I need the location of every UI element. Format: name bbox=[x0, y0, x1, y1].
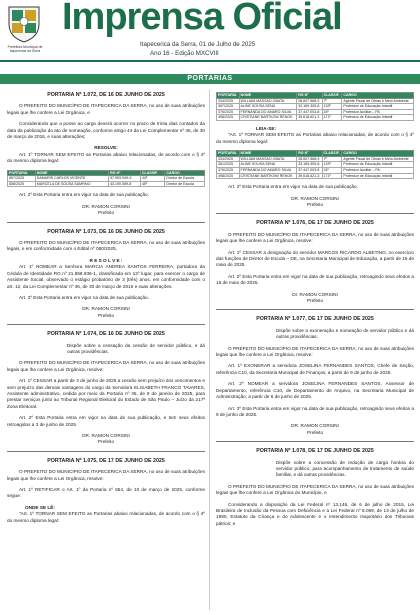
ordinance-heading: PORTARIA Nº 1.077, DE 17 DE JUNHO DE 2025 bbox=[256, 316, 374, 323]
table-cell: 857/2025 bbox=[8, 176, 36, 182]
ordinance-considering: Considerando a disposição da Lei Federal nº 13.146, de 6 de julho de 2015, Lei Brasileira de Inclusão da Pessoa com Deficiência e a Lei Federal nº 8.069, de 13 de julho de 1990, Estatuto da Criança e do Adolescente e o entendimento majoritário dos Tribunais pátrios; e bbox=[216, 501, 414, 526]
table-cell: 376/2025 bbox=[217, 109, 240, 115]
table-cell: 33.169.305-8 bbox=[297, 104, 322, 110]
table-cell: CRISTIANE BARTKOW RENOK bbox=[239, 173, 297, 179]
masthead-divider bbox=[0, 60, 420, 62]
table-row bbox=[217, 98, 414, 104]
signature-role: Prefeito bbox=[306, 298, 324, 304]
table-cell: 498/2025 bbox=[217, 115, 240, 121]
table-cell: Professor de Educação Infantil bbox=[342, 173, 414, 179]
table-header: PORTARIA bbox=[217, 151, 240, 157]
signature-name: Dr. RAMON CORSINI bbox=[292, 291, 338, 297]
table-cell: 7º bbox=[322, 156, 342, 162]
table-cell: DAMARIS CARLOS VICENTE bbox=[35, 176, 108, 182]
table-cell: 171º bbox=[322, 173, 342, 179]
table-header: NOME bbox=[239, 93, 297, 99]
table-cell: 24º bbox=[322, 167, 342, 173]
signature-name: DR. RAMON CORSINI bbox=[82, 203, 130, 209]
table-row bbox=[217, 156, 414, 162]
ordinance-ementa: Dispõe sobre a exoneração e nomeação de servidor público e dá outras providências. bbox=[276, 327, 414, 340]
ordinance-intro: O PREFEITO DO MUNICÍPIO DE ITAPECERICA DA SERRA, no uso de suas atribuições legais que lhe confere a Lei Orgânica do Município, e bbox=[216, 483, 414, 496]
publication-title: Imprensa Oficial bbox=[62, 0, 342, 38]
ordinance-article-1: Art. 1º RETIFICAR o Art. 1º da Portaria nº 654, de 10 de março de 2025, conforme segue: bbox=[7, 487, 205, 499]
ordinance-intro: O PREFEITO DO MUNICÍPIO DE ITAPECERICA DA SERRA, no uso de suas atribuições legais que lhe confere a Lei Orgânica, resolve: bbox=[7, 469, 205, 481]
table-header: RG Nº bbox=[297, 151, 322, 157]
ordinance-article-2: Art. 2º Esta Portaria entra em vigor na data de sua publicação, retroagindo seus efeitos a 15 de maio de 2025. bbox=[216, 273, 414, 286]
table-header: CARGO bbox=[165, 170, 205, 176]
table-cell: Professor de Educação Infantil bbox=[342, 162, 414, 168]
ordinance-heading: PORTARIA Nº 1.075, DE 17 DE JUNHO DE 2025 bbox=[47, 457, 165, 464]
table-cell: 7º bbox=[322, 98, 342, 104]
table-row bbox=[217, 115, 414, 121]
signature-role: Prefeito bbox=[306, 429, 324, 435]
ordinance-article-2: Art. 2º NOMEAR a servidora JOSELINA FERNANDES SANTOS, Assessor de Departamento, referência C10, de Departamento de Arquivo, na Secretaria Municipal de Administração, a partir de 6 de junho de 2025. bbox=[216, 381, 414, 400]
table-cell: 361/2025 bbox=[217, 162, 240, 168]
resolve-label: R E S O L V E : bbox=[89, 257, 123, 263]
ordinance-ementa: Dispõe sobre a concessão de redução de carga horária do servidor público, para acompanhamento de tratamento de saúde familiar, e dá outras providências. bbox=[276, 459, 414, 478]
table-cell: 45º bbox=[140, 181, 165, 187]
signature-name: DR. RAMON CORSINI bbox=[82, 306, 130, 312]
table-cell: 43.190.089-8 bbox=[109, 181, 141, 187]
table-cell: 498/2025 bbox=[217, 173, 240, 179]
table-row bbox=[8, 181, 205, 187]
table-header: CLASSIF. bbox=[140, 170, 165, 176]
ordinance-article-2: Art. 2º Esta Portaria entra em vigor na data de sua publicação. bbox=[19, 192, 149, 198]
where-reads-label: ONDE SE LÊ: bbox=[25, 504, 55, 510]
resolve-label: RESOLVE: bbox=[94, 145, 118, 151]
table-row bbox=[217, 104, 414, 110]
table-cell: CRISTIANE BARTKOW RENOK bbox=[239, 115, 297, 121]
ordinance-article-1-quoted: "Art. 1º TORNAR SEM EFEITO as Portarias abaixo relacionadas, de acordo com o § 4º do mesmo diploma legal: bbox=[7, 511, 205, 523]
signature-role: Prefeito bbox=[306, 201, 324, 207]
table-cell: 376/2025 bbox=[217, 167, 240, 173]
signature-role: Prefeito bbox=[97, 439, 115, 445]
ordinance-separator bbox=[216, 213, 414, 214]
table-header: NOME bbox=[239, 151, 297, 157]
publication-edition: Ano 16 - Edição MXCVIII bbox=[150, 50, 219, 57]
table-cell: MARCELA DE SOUSA SAMPAIO bbox=[35, 181, 108, 187]
ordinance-intro: O PREFEITO DO MUNICÍPIO DE ITAPECERICA DA SERRA, no uso de suas atribuições legais que lhe confere a Lei Orgânica, e bbox=[7, 103, 205, 115]
table-cell: 334/2025 bbox=[217, 98, 240, 104]
section-title: PORTARIAS bbox=[187, 75, 233, 82]
table-cell: 387/2025 bbox=[217, 104, 240, 110]
table-cell: 133º bbox=[322, 104, 342, 110]
ordinance-article-2: Art. 2º Esta Portaria entra em vigor na data de sua publicação. bbox=[19, 294, 149, 300]
table-cell: Agente Fiscal de Obras e Meio Ambiente bbox=[342, 98, 414, 104]
ordinance-article-1: Art. 1º CESSAR a partir de 3 de junho de 2025 a cessão sem prejuízo dos vencimentos e sem prejuízo das demais vantagens do cargo da Servidora ELISABETH FRANCO TAVARES, Assistente administrativo, cedida por meio da Portaria nº 36, de 9 de janeiro de 2025, para prestar serviços junto ao Tribunal Regional Eleitoral do Estado de São Paulo – Juízo da 217ª Zona Eleitoral. bbox=[7, 378, 205, 409]
table-header: RG Nº bbox=[109, 170, 141, 176]
table-cell: Diretor de Escola bbox=[165, 176, 205, 182]
ordinance-article-1: Art. 1º EXONERAR a servidora JOSELINA FERNANDES SANTOS, Chefe de Seção, referência C10, da Secretaria Municipal de Finanças, a partir de 9 de junho de 2025. bbox=[216, 363, 414, 375]
signature-name: DR. RAMON CORSINI bbox=[82, 433, 130, 438]
municipal-crest-icon bbox=[6, 4, 42, 44]
table-cell: FERNANDA DO AMARO SILVA bbox=[239, 109, 297, 115]
ordinance-intro: O PREFEITO DO MUNICÍPIO DE ITAPECERICA DA SERRA, no uso de suas atribuições legais que lhe confere a Lei Orgânica, resolve: bbox=[216, 345, 414, 358]
table-cell: Professor de Educação Infantil bbox=[342, 104, 414, 110]
table-cell: 39.618.621-3 bbox=[297, 173, 322, 179]
table-cell: Agente Fiscal de Obras e Meio Ambiente bbox=[342, 156, 414, 162]
table-cell: 37.447.003-8 bbox=[297, 109, 322, 115]
table-cell: Diretor de Escola bbox=[165, 181, 205, 187]
ordinance-heading: PORTARIA Nº 1.076, DE 17 DE JUNHO DE 2025 bbox=[256, 220, 374, 227]
table-cell: 334/2025 bbox=[217, 156, 240, 162]
table-cell: Professor Auxiliar – PA bbox=[342, 167, 414, 173]
ordinance-intro: O PREFEITO DO MUNICÍPIO DE ITAPECERICA DA SERRA, no uso de suas atribuições legais que lhe confere a Lei Orgânica, resolve: bbox=[216, 231, 414, 244]
table-cell: 28.607.568-9 bbox=[297, 98, 322, 104]
table-header: RG Nº bbox=[297, 93, 322, 99]
table-header: NOME bbox=[35, 170, 108, 176]
ordinance-table bbox=[7, 170, 205, 188]
table-cell: 858/2025 bbox=[8, 181, 36, 187]
ordinance-separator bbox=[216, 441, 414, 442]
masthead bbox=[0, 0, 420, 78]
table-cell: 37.447.003-8 bbox=[297, 167, 322, 173]
ordinance-intro: O PREFEITO DO MUNICÍPIO DE ITAPECERICA DA SERRA, no uso de suas atribuições legais que lhe confere a Lei Orgânica, resolve: bbox=[7, 360, 205, 372]
ordinance-article-3: Art. 3º Esta Portaria entra em vigor na data de sua publicação, retroagindo seus efeitos a 9 de junho de 2025. bbox=[216, 405, 414, 417]
table-row bbox=[217, 162, 414, 168]
ordinance-ementa: Dispõe sobre a cessação da cessão de servidor público, e dá outras providências. bbox=[67, 342, 205, 354]
ordinance-considering: Considerando que a posse ao cargo deverá ocorrer no prazo de trinta dias contados da data da publicação do ato de nomeação, conforme artigo 44 da Lei Complementar nº 36, de 30 de março de 2016, e suas alterações; bbox=[7, 121, 205, 140]
signature-name: DR. RAMON CORSINI bbox=[291, 195, 339, 201]
ordinance-intro: O PREFEITO DO MUNICÍPIO DE ITAPECERICA DA SERRA, no uso de suas atribuições legais, e em conformidade com o Edital nº 080/2025, bbox=[7, 240, 205, 252]
table-cell: 39.618.621-3 bbox=[297, 115, 322, 121]
table-cell: WILLIAM MASSAO OBATA bbox=[239, 98, 297, 104]
read-as-label: LEIA-SE: bbox=[256, 125, 277, 131]
ordinance-separator bbox=[7, 451, 205, 452]
table-cell: 28.607.568-9 bbox=[297, 156, 322, 162]
publication-date: Itapecerica da Serra, 01 de Julho de 2025 bbox=[140, 41, 256, 48]
right-column bbox=[216, 90, 414, 532]
table-header: PORTARIA bbox=[8, 170, 36, 176]
table-cell: ALINE SOUSA SENA bbox=[239, 162, 297, 168]
signature-role: Prefeito bbox=[97, 210, 115, 216]
table-cell: Professor Auxiliar – PA bbox=[342, 109, 414, 115]
left-column bbox=[7, 90, 205, 529]
table-cell: Professor de Educação Infantil bbox=[342, 115, 414, 121]
table-cell: 171º bbox=[322, 115, 342, 121]
table-cell: 24º bbox=[322, 109, 342, 115]
table-row bbox=[217, 173, 414, 179]
table-cell: 44º bbox=[140, 176, 165, 182]
crest-name: Prefeitura Municipal de Itapecerica da Serra bbox=[7, 45, 43, 53]
ordinance-article-2: Art. 2º Esta Portaria entra em vigor na data de sua publicação, e tem seus efeitos retroagidos a 3 de junho de 2025. bbox=[7, 415, 205, 427]
signature-role: Prefeito bbox=[97, 312, 115, 318]
table-cell: 33.169.305-8 bbox=[297, 162, 322, 168]
ordinance-table bbox=[216, 150, 414, 179]
table-header: CARGO bbox=[342, 151, 414, 157]
ordinance-heading: PORTARIA Nº 1.073, DE 16 DE JUNHO DE 2025 bbox=[47, 228, 165, 235]
ordinance-heading: PORTARIA Nº 1.072, DE 16 DE JUNHO DE 2025 bbox=[47, 92, 165, 98]
table-cell: ALINE SOUSA SENA bbox=[239, 104, 297, 110]
table-cell: 133º bbox=[322, 162, 342, 168]
table-cell: FERNANDA DO AMARO SILVA bbox=[239, 167, 297, 173]
table-header: CLASSIF. bbox=[322, 93, 342, 99]
ordinance-separator bbox=[7, 324, 205, 325]
table-header: CLASSIF. bbox=[322, 151, 342, 157]
table-header: PORTARIA bbox=[217, 93, 240, 99]
ordinance-heading: PORTARIA Nº 1.074, DE 16 DE JUNHO DE 2025 bbox=[47, 331, 165, 338]
signature-name: DR. RAMON CORSINI bbox=[291, 423, 339, 429]
ordinance-separator bbox=[7, 222, 205, 223]
ordinance-article-1: Art. 1º TORNAR SEM EFEITO as Portarias abaixo relacionadas, de acordo com o § 4º do mesmo diploma legal: bbox=[7, 151, 205, 164]
table-cell: 57.993.949-X bbox=[109, 176, 141, 182]
ordinance-table bbox=[216, 92, 414, 121]
ordinance-separator bbox=[216, 309, 414, 310]
ordinance-article-1: Art. 1º CESSAR a designação do servidor MARCOS RICARDO ALBETINO, no exercício das funções de Diretor de Escola – DE, na Secretaria Municipal de Educação, a partir de 15 de maio de 2025. bbox=[216, 249, 414, 268]
table-header: CARGO bbox=[342, 93, 414, 99]
column-divider bbox=[209, 90, 210, 610]
table-cell: WILLIAM MASSAO OBATA bbox=[239, 156, 297, 162]
ordinance-article-2: Art. 2º Esta Portaria entra em vigor na data de sua publicação. bbox=[228, 184, 358, 190]
ordinance-article-1: Art. 1º NOMEAR a Senhora MARCIA ANDREA SANTOS FERREIRA, portadora da Cédula de Identidade RG nº 21.858.936-1, classificada em 12º lugar, para exercer o cargo de Assistente Social, observado o estágio probatório de 3 (três) anos, em conformidade com o art. 12, da Lei Complementar nº 36, de 30 de março de 2016 e suas alterações. bbox=[7, 264, 205, 289]
ordinance-article-1-quoted: "Art. 1º TORNAR SEM EFEITO as Portarias abaixo relacionadas, de acordo com o § 4º do mesmo diploma legal: bbox=[216, 132, 414, 144]
ordinance-heading: PORTARIA Nº 1.078, DE 17 DE JUNHO DE 2025 bbox=[256, 448, 374, 455]
